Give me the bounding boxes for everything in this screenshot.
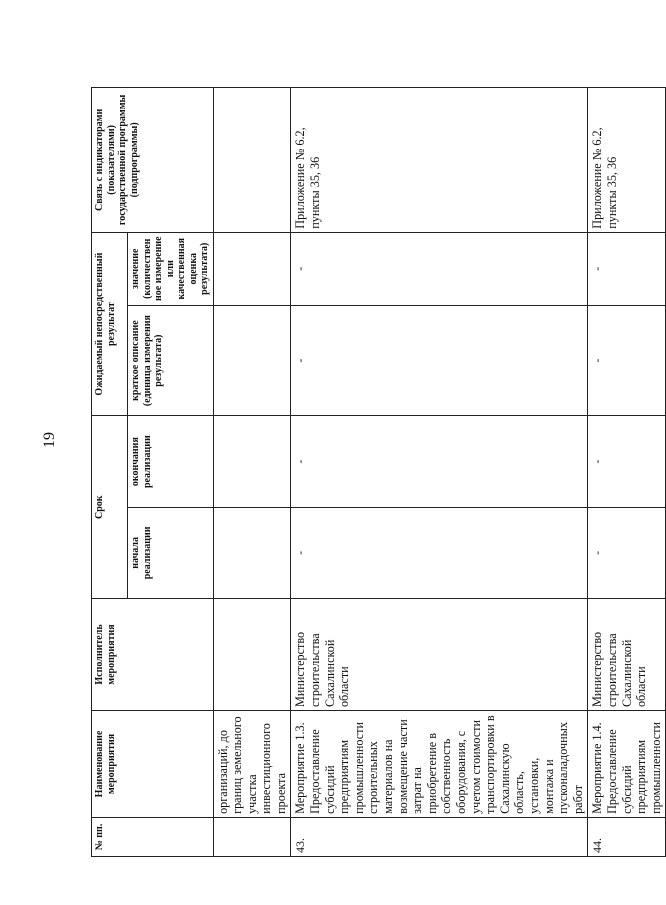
row-result-short [213, 305, 291, 416]
row-name: Мероприятие 1.3. Предоставление субсидий предприятиям промышленности строительных материалов на возмещение части затрат на приобретение в собственность оборудования, с учетом стоимости транспортировки в Сахалинскую область, установки, монтажа и пусконаладочных работ [291, 711, 588, 818]
row-num [213, 817, 291, 856]
row-result-short: - [588, 305, 666, 416]
header-executor: Исполнитель мероприятия [92, 598, 214, 710]
row-term-end: - [588, 416, 666, 507]
header-result-short: краткое описание (единица измерения результата) [128, 305, 214, 416]
page-number: 19 [41, 432, 58, 448]
header-term-start: начала реализации [128, 507, 214, 598]
row-term-start [213, 507, 291, 598]
row-num: 44. [588, 817, 666, 856]
row-result-value: - [588, 232, 666, 305]
header-row-1 [92, 88, 128, 857]
header-term-end: окончания реализации [128, 416, 214, 507]
header-term: Срок [92, 416, 128, 598]
row-name: Мероприятие 1.4. Предоставление субсидий предприятиям промышленности [588, 711, 666, 818]
row-link: Приложение № 6.2, пункты 35, 36 [588, 88, 666, 233]
header-result: Ожидаемый непосредственный результат [92, 232, 128, 416]
row-link [213, 88, 291, 233]
row-result-short: - [291, 305, 588, 416]
table-row [588, 88, 666, 857]
header-result-value: значение (количественное измерение или качественная оценка результата) [128, 232, 214, 305]
header-num: № пп. [92, 817, 214, 856]
header-name: Наименование мероприятия [92, 711, 214, 818]
row-num: 43. [291, 817, 588, 856]
row-term-start: - [588, 507, 666, 598]
table-row [213, 88, 291, 857]
table-row [291, 88, 588, 857]
rotated-table-container [91, 87, 663, 857]
row-name: организаций, до границ земельного участка инвестиционного проекта [213, 711, 291, 818]
row-executor: Министерство строительства Сахалинской области [291, 598, 588, 710]
row-executor [213, 598, 291, 710]
row-result-value [213, 232, 291, 305]
row-term-end [213, 416, 291, 507]
header-link: Связь с индикаторами (показателями) государственной программы (подпрограммы) [92, 88, 214, 233]
row-executor: Министерство строительства Сахалинской области [588, 598, 666, 710]
row-link: Приложение № 6.2, пункты 35, 36 [291, 88, 588, 233]
measures-table [91, 87, 666, 857]
row-term-end: - [291, 416, 588, 507]
row-term-start: - [291, 507, 588, 598]
row-result-value: - [291, 232, 588, 305]
